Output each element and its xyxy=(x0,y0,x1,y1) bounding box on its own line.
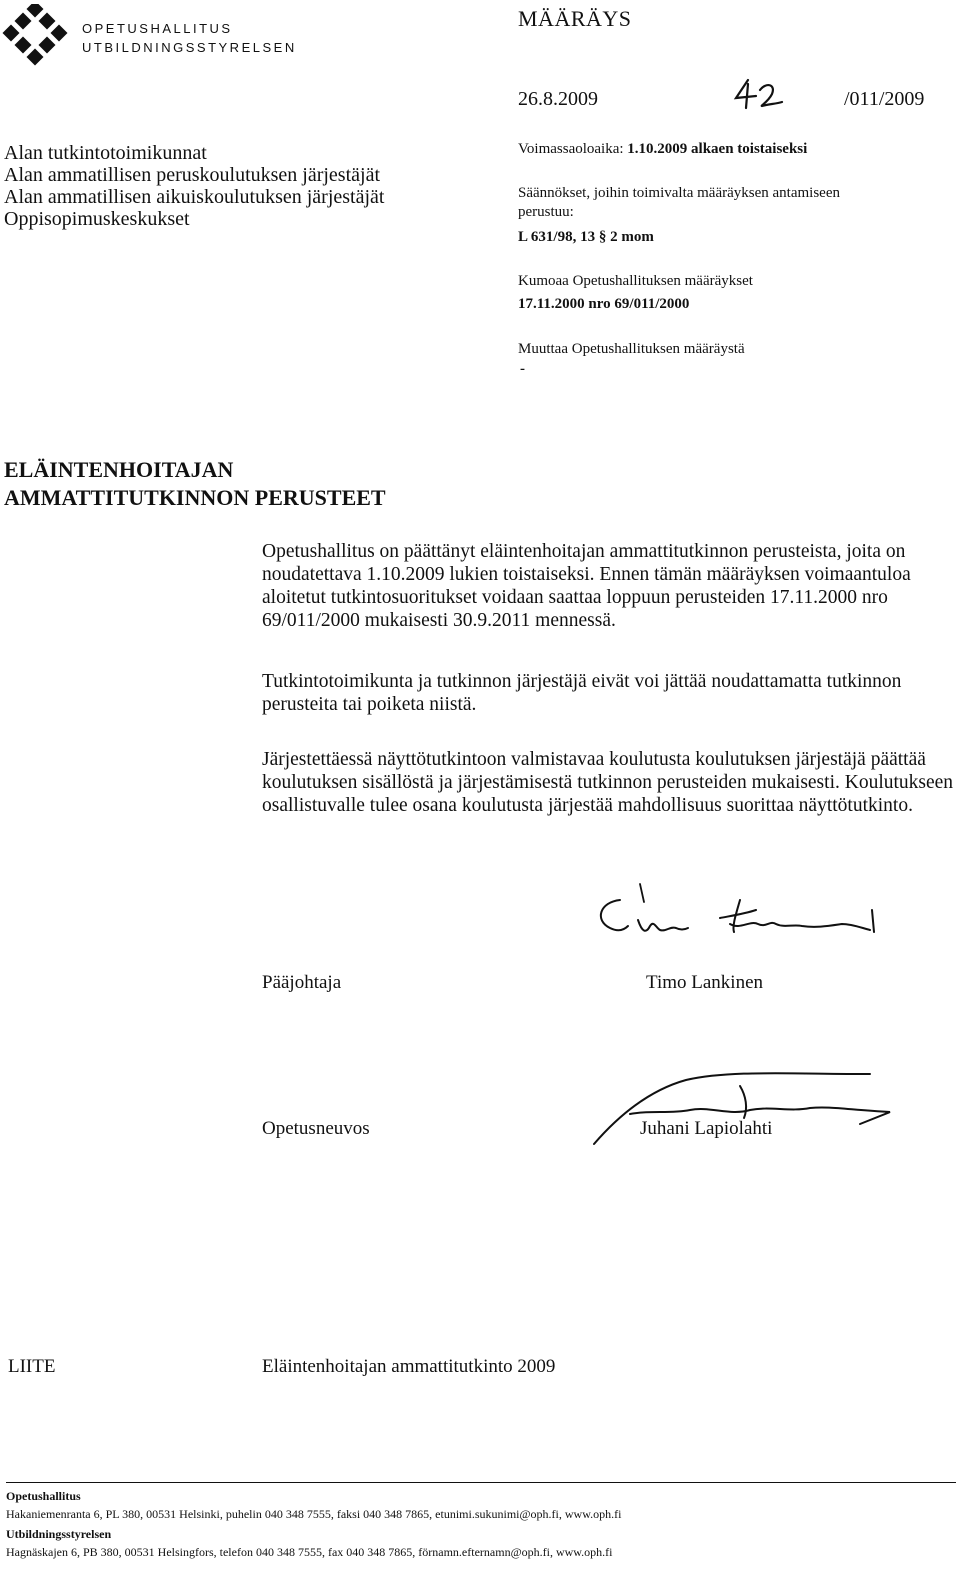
footer-address-sv: Hagnäskajen 6, PB 380, 00531 Helsingfors, telefon 040 348 7555, fax 040 348 7865, förnamn.efternamn@oph.fi, www.oph.fi xyxy=(6,1545,613,1559)
footer-org-sv: Utbildningsstyrelsen xyxy=(6,1527,112,1541)
body-paragraph-1: Opetushallitus on päättänyt eläintenhoitajan ammattitutkinnon perusteista, joita on noudatettava 1.10.2009 lukien toistaiseksi. Ennen tämän määräyksen voimaantuloa aloitetut tutkintosuoritukset voidaan saattaa loppuun perusteiden 17.11.2000 nro 69/011/2000 mukaisesti 30.9.2011 mennessä. xyxy=(262,541,911,631)
validity-value: 1.10.2009 alkaen toistaiseksi xyxy=(627,141,808,157)
footer-address-fi: Hakaniemenranta 6, PL 380, 00531 Helsinki, puhelin 040 348 7555, faksi 040 348 7865, etunimi.sukunimi@oph.fi, www.oph.fi xyxy=(6,1507,622,1521)
signatory-2-name: Juhani Lapiolahti xyxy=(640,1118,773,1139)
handwritten-number-icon xyxy=(732,76,792,112)
signatory-1-title: Pääjohtaja xyxy=(262,972,342,993)
footer-divider xyxy=(6,1482,956,1483)
document-title-line2: AMMATTITUTKINNON PERUSTEET xyxy=(4,485,386,510)
recipient-item: Alan ammatillisen peruskoulutuksen järjestäjät xyxy=(4,164,381,186)
amends-label: Muuttaa Opetushallituksen määräystä xyxy=(518,341,745,357)
handwritten-signature-1-icon xyxy=(580,880,900,950)
validity-period xyxy=(518,140,807,158)
signatory-1-name: Timo Lankinen xyxy=(646,972,763,993)
repeals-label: Kumoaa Opetushallituksen määräykset xyxy=(518,273,753,289)
recipient-item: Alan ammatillisen aikuiskoulutuksen järjestäjät xyxy=(4,186,385,208)
document-date: 26.8.2009 xyxy=(518,88,598,110)
document-type: MÄÄRÄYS xyxy=(518,6,632,31)
attachment-label: LIITE xyxy=(8,1356,56,1377)
amends-value: - xyxy=(520,361,525,377)
organization-logo-icon xyxy=(2,4,74,72)
document-title-line1: ELÄINTENHOITAJAN xyxy=(4,457,234,482)
attachment-value: Eläintenhoitajan ammattitutkinto 2009 xyxy=(262,1356,556,1377)
repeals-value: 17.11.2000 nro 69/011/2000 xyxy=(518,296,690,312)
signatory-2-title: Opetusneuvos xyxy=(262,1118,370,1139)
org-name-fi: OPETUSHALLITUS xyxy=(82,21,233,36)
statutes-label-line1: Säännökset, joihin toimivalta määräyksen antamiseen xyxy=(518,185,840,201)
statutes-value: L 631/98, 13 § 2 mom xyxy=(518,229,654,245)
recipient-item: Alan tutkintotoimikunnat xyxy=(4,142,207,164)
footer-org-fi: Opetushallitus xyxy=(6,1489,81,1503)
body-paragraph-3: Järjestettäessä näyttötutkintoon valmistavaa koulutusta koulutuksen järjestäjä päättää koulutuksen sisällöstä ja järjestämisestä tutkinnon perusteiden mukaisesti. Koulutukseen osallistuvalle tulee osana koulutusta järjestää mahdollisuus suorittaa näyttötutkinto. xyxy=(262,749,954,816)
org-name-sv: UTBILDNINGSSTYRELSEN xyxy=(82,40,297,55)
recipient-list xyxy=(4,142,384,230)
document-number: /011/2009 xyxy=(844,88,925,110)
statutes-label-line2: perustuu: xyxy=(518,204,574,220)
recipient-item: Oppisopimuskeskukset xyxy=(4,208,190,230)
validity-label: Voimassaoloaika: xyxy=(518,141,628,157)
body-paragraph-2: Tutkintotoimikunta ja tutkinnon järjestäjä eivät voi jättää noudattamatta tutkinnon perusteita tai poiketa niistä. xyxy=(262,671,902,715)
